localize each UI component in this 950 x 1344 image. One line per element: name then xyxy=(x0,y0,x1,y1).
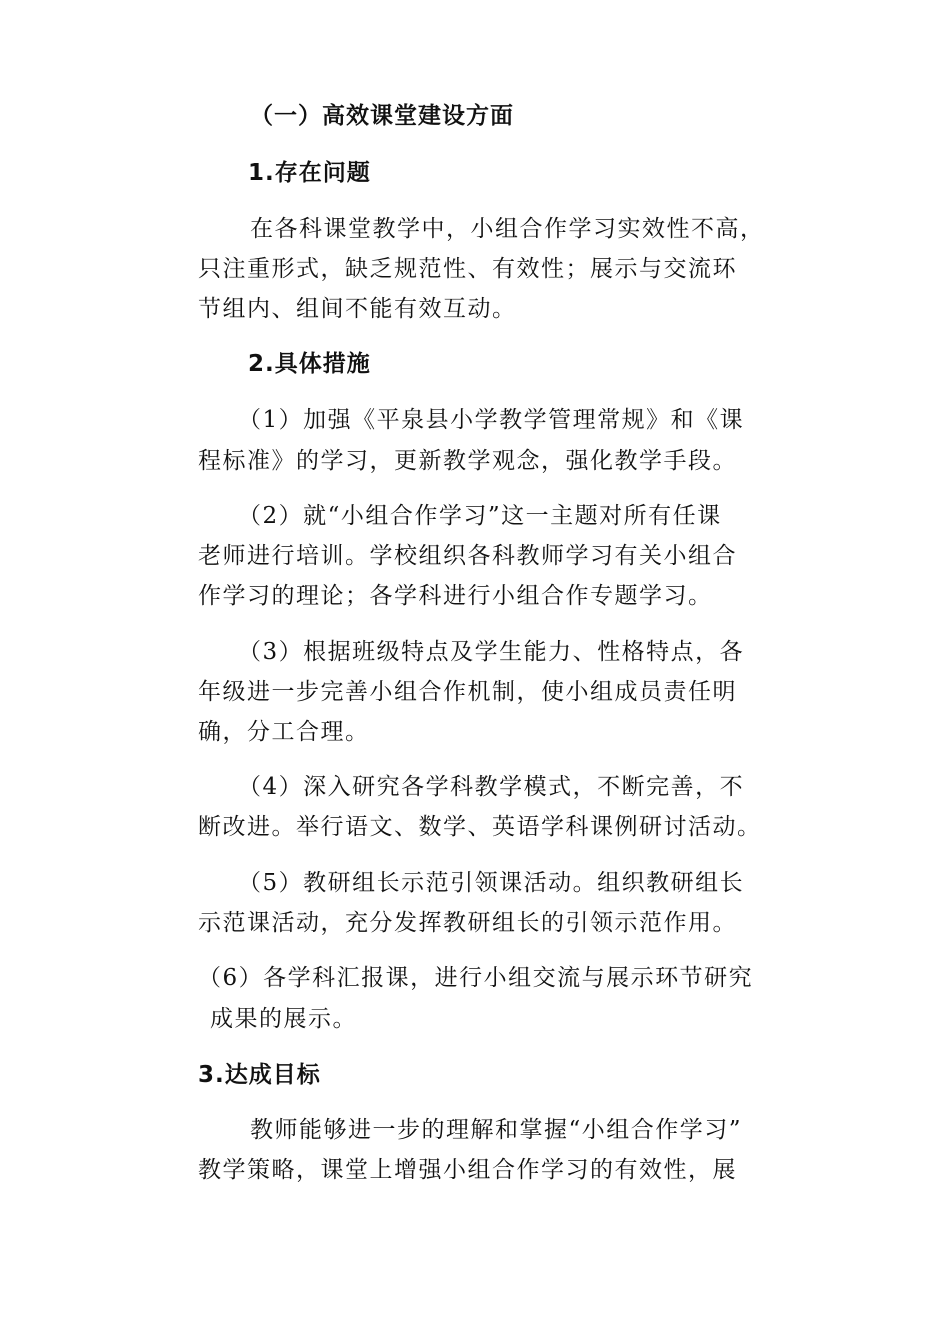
paragraph-line: 在各科课堂教学中，小组合作学习实效性不高， xyxy=(250,216,765,242)
paragraph-line: （4）深入研究各学科教学模式，不断完善，不 xyxy=(238,774,745,800)
paragraph-line: （5）教研组长示范引领课活动。组织教研组长 xyxy=(238,870,745,896)
heading-existing-problems: 1.存在问题 xyxy=(248,160,371,186)
paragraph-line: 年级进一步完善小组合作机制，使小组成员责任明 xyxy=(198,679,737,705)
paragraph-line: 成果的展示。 xyxy=(210,1006,357,1032)
heading-specific-measures: 2.具体措施 xyxy=(248,351,371,377)
paragraph-line: （1）加强《平泉县小学教学管理常规》和《课 xyxy=(238,407,745,433)
paragraph-line: 教学策略，课堂上增强小组合作学习的有效性，展 xyxy=(198,1157,737,1183)
heading-goals: 3.达成目标 xyxy=(198,1062,321,1088)
paragraph-line: （2）就“小组合作学习”这一主题对所有任课 xyxy=(238,503,722,529)
paragraph-line: 节组内、组间不能有效互动。 xyxy=(198,296,517,322)
paragraph-line: （6）各学科汇报课，进行小组交流与展示环节研究 xyxy=(198,965,754,991)
paragraph-line: 只注重形式，缺乏规范性、有效性；展示与交流环 xyxy=(198,256,737,282)
paragraph-line: 教师能够进一步的理解和掌握“小组合作学习” xyxy=(250,1117,743,1143)
paragraph-line: 老师进行培训。学校组织各科教师学习有关小组合 xyxy=(198,543,737,569)
paragraph-line: （3）根据班级特点及学生能力、性格特点，各 xyxy=(238,639,745,665)
paragraph-line: 断改进。举行语文、数学、英语学科课例研讨活动。 xyxy=(198,814,762,840)
paragraph-line: 确，分工合理。 xyxy=(198,719,370,745)
paragraph-line: 示范课活动，充分发挥教研组长的引领示范作用。 xyxy=(198,910,737,936)
paragraph-line: 作学习的理论；各学科进行小组合作专题学习。 xyxy=(198,583,713,609)
section-title: （一）高效课堂建设方面 xyxy=(250,103,514,129)
paragraph-line: 程标准》的学习，更新教学观念，强化教学手段。 xyxy=(198,448,737,474)
